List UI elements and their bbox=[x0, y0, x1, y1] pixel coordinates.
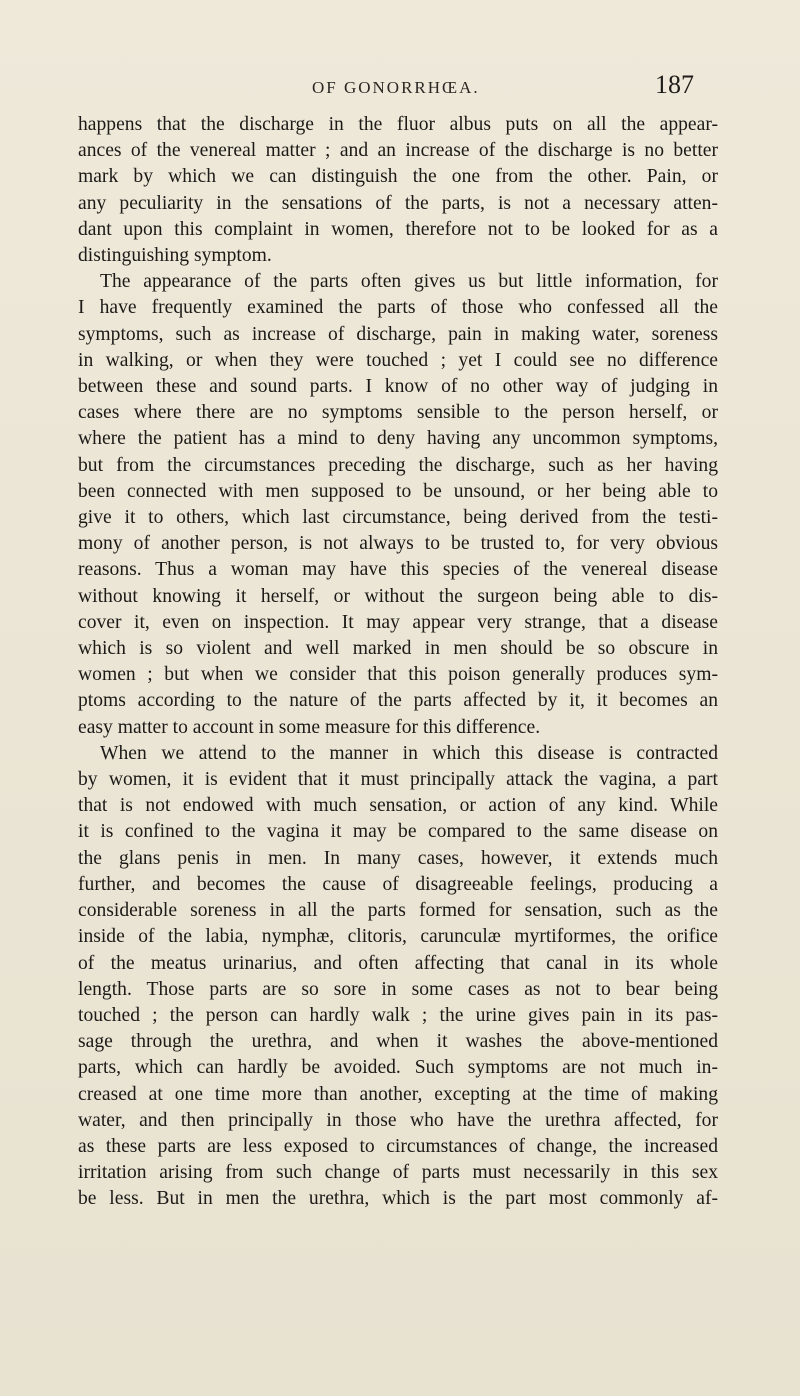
paragraph bbox=[78, 741, 718, 1213]
text-line: give it to others, which last circumstance, being derived from the testi- bbox=[78, 507, 718, 529]
text-line: that is not endowed with much sensation, or action of any kind. While bbox=[78, 795, 718, 817]
text-line: mark by which we can distinguish the one from the other. Pain, or bbox=[78, 166, 718, 188]
text-line: be less. But in men the urethra, which is the part most commonly af- bbox=[78, 1188, 718, 1210]
text-line: reasons. Thus a woman may have this species of the venereal disease bbox=[78, 559, 718, 581]
text-line: happens that the discharge in the fluor albus puts on all the appear- bbox=[78, 114, 718, 135]
page-header bbox=[252, 64, 752, 104]
text-line: further, and becomes the cause of disagreeable feelings, producing a bbox=[78, 873, 718, 895]
text-line: ptoms according to the nature of the parts affected by it, it becomes an bbox=[78, 690, 718, 712]
text-line: distinguishing symptom. bbox=[78, 245, 272, 267]
text-line: cases where there are no symptoms sensible to the person herself, or bbox=[78, 402, 718, 424]
running-head: OF GONORRHŒA. bbox=[312, 78, 480, 97]
text-line: without knowing it herself, or without the surgeon being able to dis- bbox=[78, 585, 718, 607]
text-line: the glans penis in men. In many cases, however, it extends much bbox=[78, 847, 718, 869]
text-line: as these parts are less exposed to circumstances of change, the increased bbox=[78, 1135, 718, 1157]
text-line: of the meatus urinarius, and often affecting that canal in its whole bbox=[78, 952, 718, 974]
text-line: between these and sound parts. I know of no other way of judging in bbox=[78, 376, 718, 398]
text-line: I have frequently examined the parts of those who confessed all the bbox=[78, 297, 718, 319]
text-line: by women, it is evident that it must principally attack the vagina, a part bbox=[78, 769, 718, 791]
paragraph bbox=[78, 269, 718, 741]
text-line: ances of the venereal matter ; and an increase of the discharge is no better bbox=[78, 140, 718, 162]
text-line: considerable soreness in all the parts formed for sensation, such as the bbox=[78, 900, 718, 922]
text-line: where the patient has a mind to deny having any uncommon symptoms, bbox=[78, 428, 718, 450]
text-line: water, and then principally in those who have the urethra affected, for bbox=[78, 1109, 718, 1131]
text-line: cover it, even on inspection. It may appear very strange, that a disease bbox=[78, 611, 718, 633]
paragraph bbox=[78, 112, 718, 269]
text-line: touched ; the person can hardly walk ; the urine gives pain in its pas- bbox=[78, 1004, 718, 1026]
text-line: inside of the labia, nymphæ, clitoris, carunculæ myrtiformes, the orifice bbox=[78, 926, 718, 948]
text-line: When we attend to the manner in which this disease is contracted bbox=[100, 742, 718, 764]
text-line: length. Those parts are so sore in some cases as not to bear being bbox=[78, 978, 718, 1000]
text-line: dant upon this complaint in women, therefore not to be looked for as a bbox=[78, 218, 718, 240]
text-line: sage through the urethra, and when it washes the above-mentioned bbox=[78, 1031, 718, 1053]
text-line: parts, which can hardly be avoided. Such symptoms are not much in- bbox=[78, 1057, 718, 1079]
text-line: The appearance of the parts often gives us but little information, for bbox=[100, 271, 718, 293]
text-line: easy matter to account in some measure for this difference. bbox=[78, 716, 541, 738]
text-line: been connected with men supposed to be unsound, or her being able to bbox=[78, 480, 718, 502]
text-line: women ; but when we consider that this poison generally produces sym- bbox=[78, 664, 718, 686]
text-line: but from the circumstances preceding the discharge, such as her having bbox=[78, 454, 718, 476]
page-number: 187 bbox=[655, 70, 694, 99]
text-line: in walking, or when they were touched ; yet I could see no difference bbox=[78, 349, 718, 371]
text-line: symptoms, such as increase of discharge, pain in making water, soreness bbox=[78, 323, 718, 345]
text-line: which is so violent and well marked in men should be so obscure in bbox=[78, 638, 718, 660]
body-text bbox=[78, 112, 718, 1213]
text-line: creased at one time more than another, excepting at the time of making bbox=[78, 1083, 718, 1105]
text-line: irritation arising from such change of parts must necessarily in this sex bbox=[78, 1162, 718, 1184]
text-line: it is confined to the vagina it may be compared to the same disease on bbox=[78, 821, 718, 843]
text-line: any peculiarity in the sensations of the parts, is not a necessary atten- bbox=[78, 192, 718, 214]
text-line: mony of another person, is not always to be trusted to, for very obvious bbox=[78, 533, 718, 555]
